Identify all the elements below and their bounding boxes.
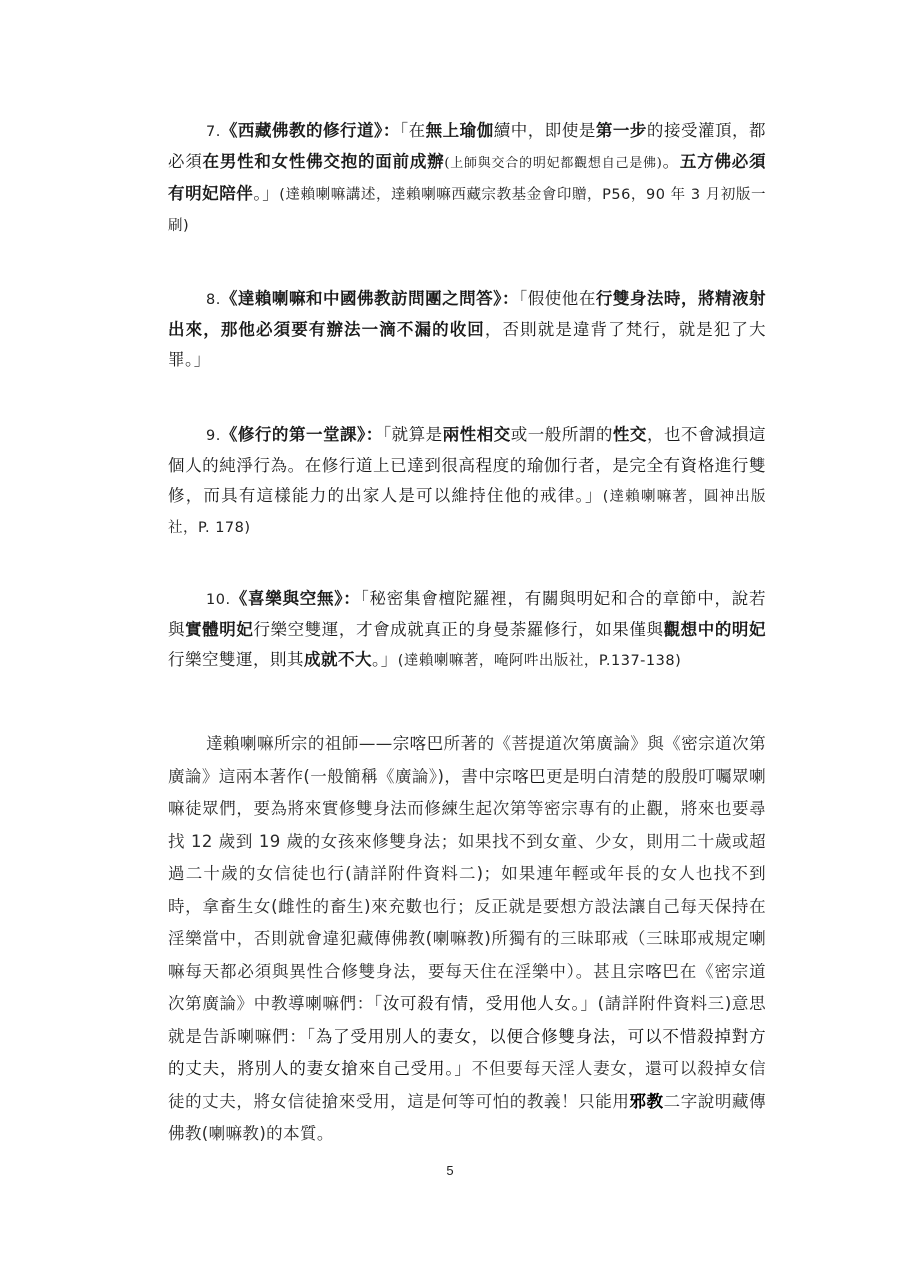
emphasis: 實體明妃: [185, 620, 254, 639]
quote-item-10: 10.《喜樂與空無》：「秘密集會檀陀羅裡，有關與明妃和合的章節中，說若與實體明妃行樂空雙運，才會成就真正的身曼荼羅修行，如果僅與觀想中的明妃行樂空雙運，則其成就不大。」(達賴喇嘛著，唵阿吽出版社，P.137-138): [168, 589, 767, 669]
page-number: 5: [446, 1163, 454, 1178]
book-title: 《達賴喇嘛和中國佛教訪問團之問答》: [220, 289, 502, 308]
citation: (達賴喇嘛著，圓神出版社，P. 178): [168, 489, 767, 536]
item-number: 7.: [206, 124, 221, 140]
quote-item-8: 8.《達賴喇嘛和中國佛教訪問團之問答》：「假使他在行雙身法時，將精液射出來，那他必須要有辦法一滴不漏的收回，否則就是違背了梵行，就是犯了大罪。」: [168, 289, 767, 369]
book-title: 《修行的第一堂課》: [220, 425, 366, 444]
emphasis: 觀想中的明妃: [663, 620, 767, 639]
item-number: 8.: [206, 292, 221, 308]
emphasis: 無上瑜伽: [425, 121, 494, 140]
book-title: 《西藏佛教的修行道》: [220, 121, 383, 140]
body-paragraph: 達賴喇嘛所宗的祖師——宗喀巴所著的《菩提道次第廣論》與《密宗道次第廣論》這兩本著作(一般簡稱《廣論》)，書中宗喀巴更是明白清楚的殷殷叮囑眾喇嘛徒眾們，要為將來實修雙身法而修練生起次第等密宗專有的止觀，將來也要尋找 12 歲到 19 歲的女孩來修雙身法；如果找不到女童、少女，則用二十歲或超過二十歲的女信徒也行(請詳附件資料二)；如果連年輕或年長的女人也找不到時，拿畜生女(雌性的畜生)來充數也行；反正就是要想方設法讓自己每天保持在淫樂當中，否則就會違犯藏傳佛教(喇嘛教)所獨有的三昧耶戒（三昧耶戒規定喇嘛每天都必須與異性合修雙身法，要每天住在淫樂中）。甚且宗喀巴在《密宗道次第廣論》中教導喇嘛們：「汝可殺有情，受用他人女。」(請詳附件資料三)意思就是告訴喇嘛們：「為了受用別人的妻女，以便合修雙身法，可以不惜殺掉對方的丈夫，將別人的妻女搶來自己受用。」不但要每天淫人妻女，還可以殺掉女信徒的丈夫，將女信徒搶來受用，這是何等可怕的教義！只能用邪教二字說明藏傳佛教(喇嘛教)的本質。: [168, 734, 767, 1143]
emphasis: 兩性相交: [442, 425, 511, 444]
quote-item-7: 7.《西藏佛教的修行道》：「在無上瑜伽續中，即使是第一步的接受灌頂，都必須在男性和女性佛交抱的面前成辦(上師與交合的明妃都觀想自己是佛)。五方佛必須有明妃陪伴。」(達賴喇嘛講述，達賴喇嘛西藏宗教基金會印贈，P56，90 年 3 月初版一刷): [168, 121, 767, 234]
book-title: 《喜樂與空無》: [230, 589, 344, 608]
citation: (達賴喇嘛著，唵阿吽出版社，P.137-138): [397, 653, 682, 669]
citation: (達賴喇嘛講述，達賴喇嘛西藏宗教基金會印贈，P56，90 年 3 月初版一刷): [168, 187, 767, 234]
emphasis: 邪教: [629, 1091, 664, 1111]
annotation: (上師與交合的明妃都觀想自己是佛): [444, 156, 663, 171]
emphasis: 成就不大: [304, 650, 372, 669]
item-number: 9.: [206, 428, 221, 444]
emphasis: 性交: [612, 425, 647, 444]
item-number: 10.: [206, 592, 231, 608]
inline-quote: 「汝可殺有情，受用他人女。」: [373, 994, 598, 1013]
inline-quote: 「為了受用別人的妻女，以便合修雙身法，可以不惜殺掉對方的丈夫，將別人的妻女搶來自己受用。」: [168, 1026, 766, 1078]
emphasis: 在男性和女性佛交抱的面前成辦: [202, 152, 445, 171]
emphasis: 五方佛必須有明妃陪伴: [168, 152, 766, 203]
emphasis: 行雙身法時，將精液射出來，那他必須要有辦法一滴不漏的收回: [168, 289, 767, 339]
emphasis: 第一步: [595, 121, 647, 140]
quote-item-9: 9.《修行的第一堂課》：「就算是兩性相交或一般所謂的性交，也不會減損這個人的純淨行為。在修行道上已達到很高程度的瑜伽行者，是完全有資格進行雙修，而具有這樣能力的出家人是可以維持住他的戒律。」(達賴喇嘛著，圓神出版社，P. 178): [168, 425, 767, 536]
